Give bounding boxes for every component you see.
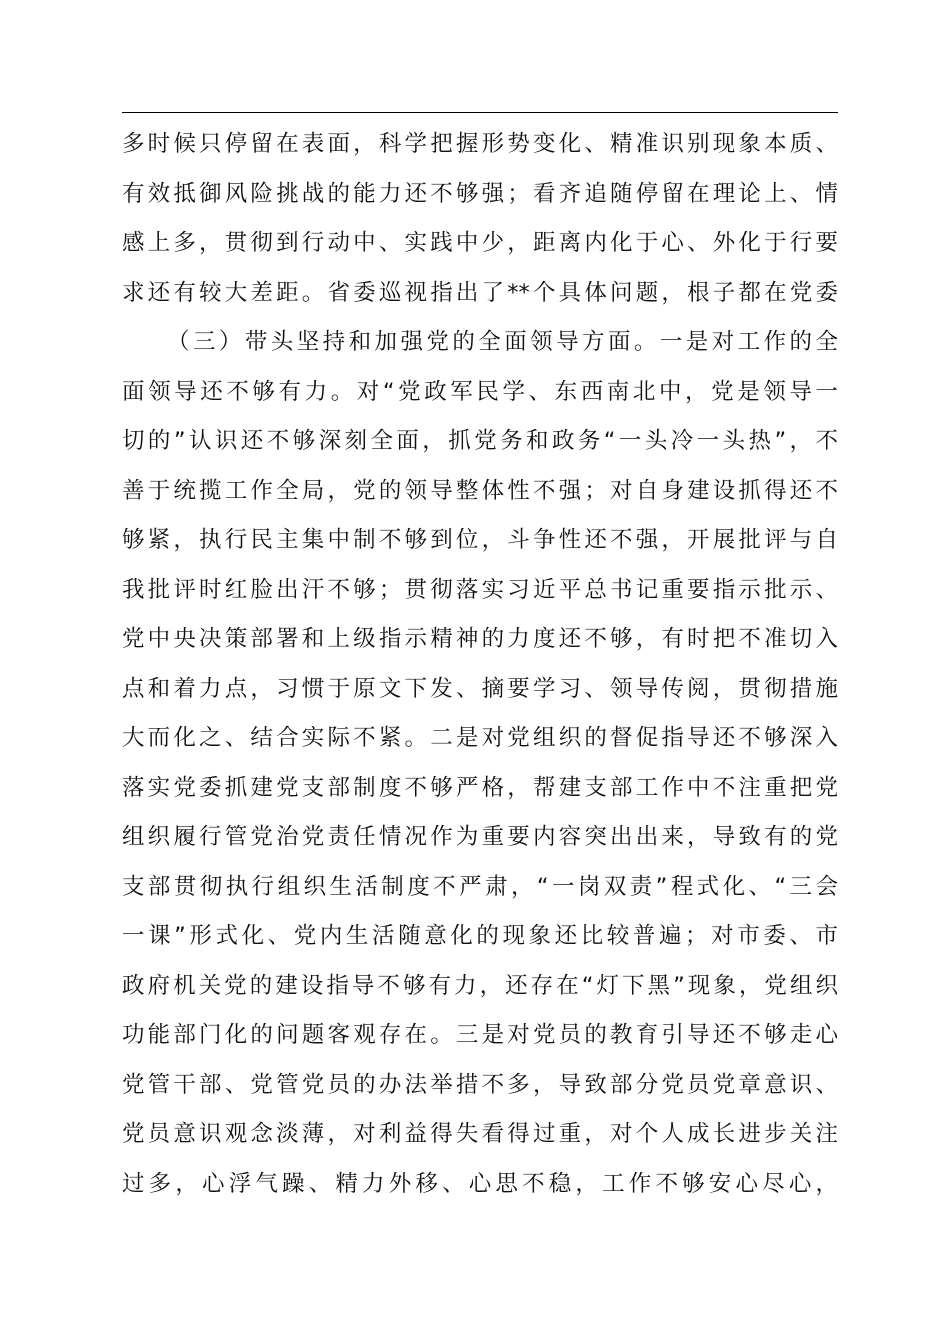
text-line: 组织履行管党治党责任情况作为重要内容突出出来，导致有的党 [122, 824, 838, 850]
text-line: 点和着力点，习惯于原文下发、摘要学习、领导传阅，贯彻措施 [122, 675, 838, 702]
text-line: 感上多，贯彻到行动中、实践中少，距离内化于心、外化于行要 [122, 230, 838, 256]
text-line: 政府机关党的建设指导不够有力，还存在“灯下黑”现象，党组织 [122, 972, 838, 999]
text-line: 够紧，执行民主集中制不够到位，斗争性还不强，开展批评与自 [122, 527, 838, 553]
text-line: 面领导还不够有力。对“党政军民学、东西南北中，党是领导一 [122, 378, 838, 405]
header-rule [122, 112, 838, 113]
text-line: 有效抵御风险挑战的能力还不够强；看齐追随停留在理论上、情 [122, 180, 838, 207]
text-line: 大而化之、结合实际不紧。二是对党组织的督促指导还不够深入 [122, 725, 838, 751]
text-line: 过多，心浮气躁、精力外移、心思不稳，工作不够安心尽心， [122, 1170, 838, 1197]
text-line: 我批评时红脸出汗不够；贯彻落实习近平总书记重要指示批示、 [122, 576, 838, 603]
text-line: 功能部门化的问题客观存在。三是对党员的教育引导还不够走心 [122, 1022, 838, 1048]
text-line: 善于统揽工作全局，党的领导整体性不强；对自身建设抓得还不 [122, 477, 838, 504]
text-line: 党中央决策部署和上级指示精神的力度还不够，有时把不准切入 [122, 626, 838, 652]
text-line: 支部贯彻执行组织生活制度不严肃，“一岗双责”程式化、“三会 [122, 873, 838, 900]
body-text [122, 120, 838, 1209]
text-line: 一课”形式化、党内生活随意化的现象还比较普遍；对市委、市 [122, 923, 838, 949]
text-line: 党员意识观念淡薄，对利益得失看得过重，对个人成长进步关注 [122, 1121, 838, 1147]
text-line: 落实党委抓建党支部制度不够严格，帮建支部工作中不注重把党 [122, 774, 838, 801]
text-line: 求还有较大差距。省委巡视指出了**个具体问题，根子都在党委 [122, 279, 838, 306]
text-line: 切的”认识还不够深刻全面，抓党务和政务“一头冷一头热”，不 [122, 428, 838, 454]
text-line: 多时候只停留在表面，科学把握形势变化、精准识别现象本质、 [122, 131, 838, 157]
text-line: 党管干部、党管党员的办法举措不多，导致部分党员党章意识、 [122, 1071, 838, 1098]
text-line: （三）带头坚持和加强党的全面领导方面。一是对工作的全 [167, 329, 838, 355]
